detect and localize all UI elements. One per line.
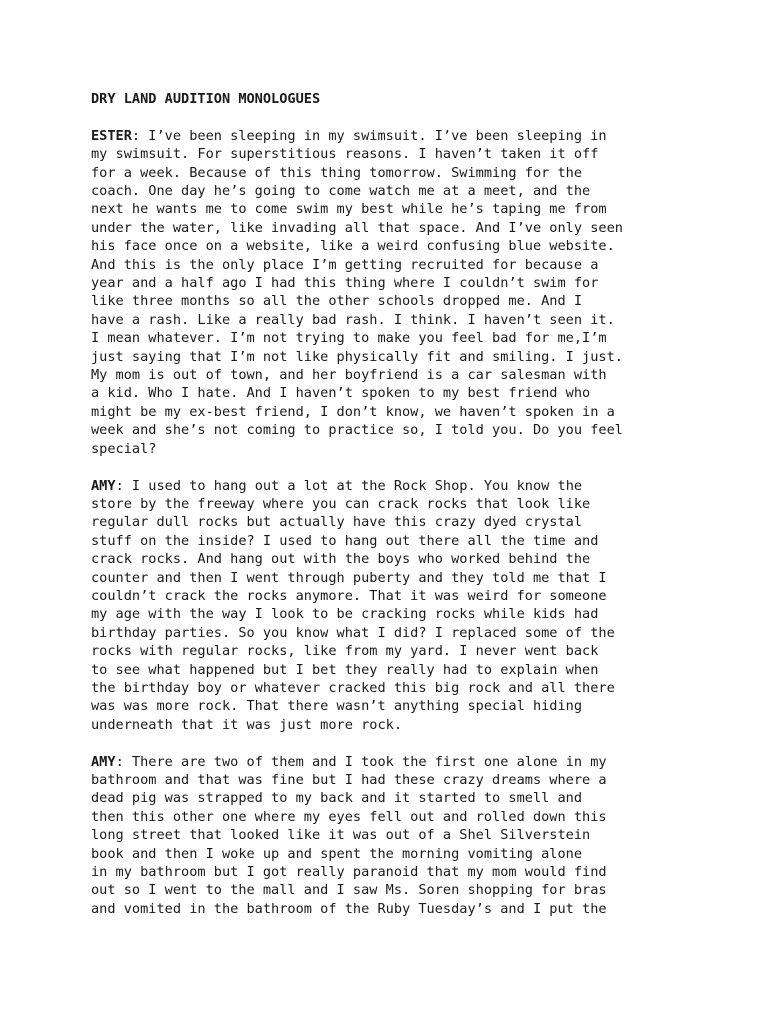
line-text: : I used to hang out a lot at the Rock Shop. You know the [115, 477, 583, 494]
line-text: : I’ve been sleeping in my swimsuit. I’ve been sleeping in [131, 127, 607, 144]
document-title: DRY LAND AUDITION MONOLOGUES [91, 91, 321, 107]
monologue-line: store by the freeway where you can crack rocks that look like [91, 495, 591, 512]
monologue-line: for a week. Because of this thing tomorrow. Swimming for the [91, 164, 583, 181]
monologue-line: couldn’t crack the rocks anymore. That it was weird for someone [91, 587, 607, 604]
speaker-name: ESTER [91, 127, 132, 144]
monologue-line: and vomited in the bathroom of the Ruby Tuesday’s and I put the [91, 900, 607, 917]
monologue-line: then this other one where my eyes fell out and rolled down this [91, 808, 607, 825]
monologue-line: a kid. Who I hate. And I haven’t spoken to my best friend who [91, 385, 591, 402]
monologue-line: his face once on a website, like a weird confusing blue website. [91, 238, 615, 255]
monologue-line [91, 127, 691, 145]
monologue-line: might be my ex-best friend, I don’t know, we haven’t spoken in a [91, 403, 615, 420]
monologue-line: My mom is out of town, and her boyfriend is a car salesman with [91, 367, 607, 384]
monologue-amy-two [91, 753, 691, 919]
monologue-line: stuff on the inside? I used to hang out there all the time and [91, 532, 599, 549]
monologue-line: to see what happened but I bet they really had to explain when [91, 661, 599, 678]
monologue-line: dead pig was strapped to my back and it started to smell and [91, 790, 583, 807]
speaker-name: AMY [91, 753, 116, 770]
monologue-line: book and then I woke up and spent the morning vomiting alone [91, 845, 583, 862]
monologue-line: under the water, like invading all that space. And I’ve only seen [91, 219, 623, 236]
monologue-line [91, 477, 691, 495]
monologue-line: long street that looked like it was out of a Shel Silverstein [91, 827, 591, 844]
monologue-line: underneath that it was just more rock. [91, 716, 402, 733]
monologue-line: my swimsuit. For superstitious reasons. I haven’t taken it off [91, 146, 599, 163]
monologue-line: the birthday boy or whatever cracked this big rock and all there [91, 679, 615, 696]
monologue-line: next he wants me to come swim my best while he’s taping me from [91, 201, 607, 218]
monologue-line: special? [91, 440, 157, 457]
monologue-line: bathroom and that was fine but I had these crazy dreams where a [91, 771, 607, 788]
monologue-line [91, 753, 691, 771]
monologue-line: rocks with regular rocks, like from my yard. I never went back [91, 643, 599, 660]
monologue-line: regular dull rocks but actually have this crazy dyed crystal [91, 514, 583, 531]
line-text: : There are two of them and I took the first one alone in my [115, 753, 607, 770]
monologue-amy-rock-shop [91, 477, 691, 735]
monologue-line: week and she’s not coming to practice so, I told you. Do you feel [91, 422, 623, 439]
monologue-line: coach. One day he’s going to come watch me at a meet, and the [91, 183, 591, 200]
monologue-line: just saying that I’m not like physically fit and smiling. I just. [91, 348, 623, 365]
monologue-line: my age with the way I look to be cracking rocks while kids had [91, 606, 599, 623]
monologue-line: like three months so all the other schools dropped me. And I [91, 293, 583, 310]
monologue-line: was was more rock. That there wasn’t anything special hiding [91, 698, 583, 715]
monologue-ester [91, 127, 691, 458]
monologue-line: And this is the only place I’m getting recruited for because a [91, 256, 599, 273]
monologue-line: counter and then I went through puberty and they told me that I [91, 569, 607, 586]
monologue-line: out so I went to the mall and I saw Ms. Soren shopping for bras [91, 882, 607, 899]
monologue-line: year and a half ago I had this thing where I couldn’t swim for [91, 275, 599, 292]
monologue-line: I mean whatever. I’m not trying to make you feel bad for me,I’m [91, 330, 607, 347]
monologue-line: have a rash. Like a really bad rash. I think. I haven’t seen it. [91, 311, 615, 328]
document-body [91, 90, 691, 937]
monologue-line: birthday parties. So you know what I did? I replaced some of the [91, 624, 615, 641]
speaker-name: AMY [91, 477, 116, 494]
monologue-line: crack rocks. And hang out with the boys who worked behind the [91, 551, 591, 568]
monologue-line: in my bathroom but I got really paranoid that my mom would find [91, 864, 607, 881]
